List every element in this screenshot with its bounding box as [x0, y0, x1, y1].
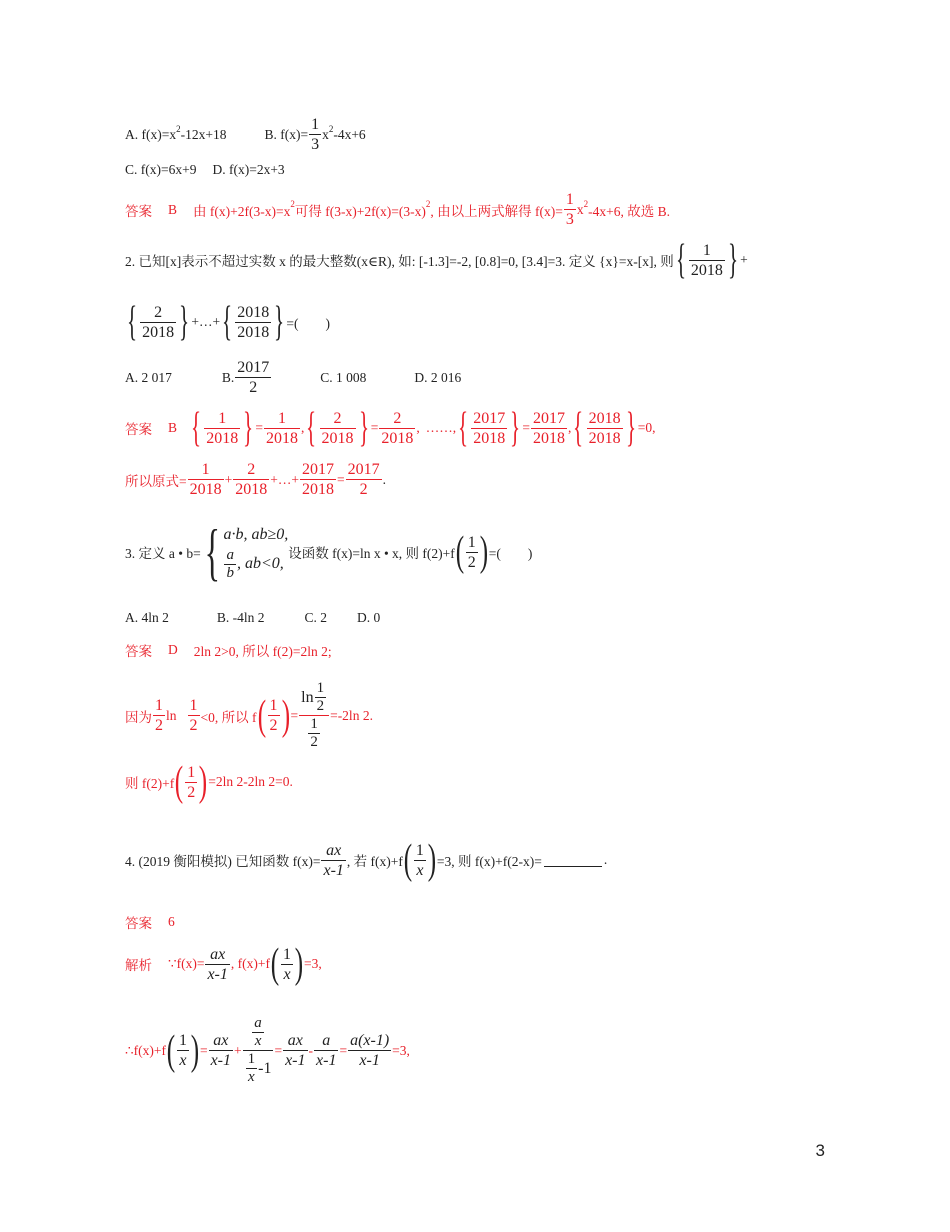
fraction — [188, 460, 224, 499]
num: a — [226, 546, 234, 563]
num: 1 — [310, 716, 318, 732]
brace: { — [306, 405, 317, 451]
q2-option-d: D. 2 016 — [414, 369, 462, 385]
text: = — [290, 707, 299, 723]
den: 2 — [467, 553, 476, 571]
q1-options-cd — [125, 162, 285, 178]
text: =( ) — [488, 546, 533, 561]
num: ax — [213, 1032, 229, 1049]
paren: ( — [257, 692, 266, 739]
explanation-label: 解析 — [125, 958, 152, 973]
fraction — [185, 763, 197, 802]
fraction — [235, 358, 271, 397]
text: +…+ — [191, 314, 221, 329]
text: ln — [301, 689, 314, 706]
fraction — [466, 533, 478, 572]
den: 3 — [311, 136, 320, 153]
fraction — [205, 945, 229, 984]
sup: 2 — [425, 198, 431, 209]
brace: { — [573, 405, 584, 451]
num: 2018 — [237, 303, 270, 321]
paren: ) — [199, 759, 208, 805]
text: , ab<0, — [236, 555, 284, 572]
answer-letter: B — [168, 201, 178, 217]
fraction — [140, 303, 176, 342]
den: 2 — [310, 734, 318, 750]
num: 1 — [565, 191, 574, 208]
answer-label: 答案 — [125, 203, 152, 219]
num: ax — [326, 841, 342, 859]
brace: { — [191, 405, 202, 451]
num: 2017 — [473, 409, 506, 427]
fraction — [471, 409, 507, 448]
num: 2 — [154, 303, 163, 321]
den: x-1 — [207, 965, 228, 983]
num: 2 — [393, 409, 402, 427]
text: =2ln 2-2ln 2=0. — [208, 774, 293, 789]
paren: ) — [190, 1027, 200, 1074]
paren: ( — [270, 941, 280, 987]
fraction — [299, 680, 329, 751]
den: 2 — [269, 717, 278, 734]
den: 2 — [187, 783, 196, 801]
paren: ) — [479, 529, 488, 575]
den: 2018 — [690, 261, 723, 279]
brace: { — [204, 516, 220, 587]
text: 3. 定义 a • b= — [125, 546, 201, 561]
answer-blank — [544, 854, 602, 867]
fraction — [531, 409, 567, 448]
text: . — [603, 852, 608, 867]
q4-answer — [125, 912, 175, 932]
q2-stem — [125, 237, 748, 283]
q3-option-a: A. 4ln 2 — [125, 610, 169, 625]
den: b — [226, 564, 234, 581]
text: <0, 所以 f — [200, 709, 257, 725]
fraction — [246, 1051, 258, 1086]
num: 1 — [247, 1051, 256, 1067]
den: 2 — [316, 698, 325, 714]
num: 2018 — [588, 409, 621, 427]
text: , 由以上两式解得 f(x)= — [430, 203, 563, 219]
den: 2018 — [321, 429, 354, 447]
den: x — [254, 1033, 262, 1049]
brace: } — [727, 237, 739, 283]
brace: } — [274, 299, 285, 345]
q3-answer — [125, 640, 332, 660]
paren: ( — [166, 1027, 176, 1074]
den: 2018 — [142, 323, 175, 341]
fraction — [235, 303, 271, 342]
sup: 2 — [328, 123, 334, 134]
q1-option-a: A. f(x)=x — [125, 126, 177, 142]
den: 2 — [155, 717, 163, 734]
fraction — [309, 115, 321, 154]
fraction — [564, 190, 576, 229]
fraction — [348, 1031, 391, 1070]
answer-label: 答案 — [125, 422, 152, 437]
num: 1 — [187, 763, 196, 781]
text: =( ) — [286, 316, 331, 331]
page-number: 3 — [815, 1141, 825, 1160]
answer-letter: B — [168, 420, 178, 435]
fraction — [209, 1031, 233, 1070]
answer-letter: D — [168, 642, 178, 657]
text: -1 — [258, 1060, 272, 1077]
text: . — [382, 471, 386, 487]
q1-option-d: D. f(x)=2x+3 — [212, 162, 285, 177]
text: =3, — [392, 1042, 410, 1058]
text: 则 f(2)+f — [125, 776, 175, 791]
q3-options — [125, 610, 380, 626]
text: =3, — [304, 956, 322, 971]
fraction — [233, 460, 269, 499]
text: -4x+6, 故选 B. — [588, 203, 671, 219]
den: x — [416, 861, 424, 879]
answer-label: 答案 — [125, 644, 152, 659]
text: =-2ln 2. — [330, 707, 373, 723]
q3-stem — [125, 516, 533, 587]
fraction — [204, 409, 240, 448]
fraction — [414, 841, 426, 880]
q2-option-a: A. 2 017 — [125, 369, 172, 385]
den: x — [179, 1052, 187, 1069]
paren: ) — [294, 941, 304, 987]
num: 1 — [283, 945, 291, 963]
num: 1 — [218, 409, 227, 427]
num: 2 — [247, 461, 256, 478]
num — [249, 1015, 267, 1050]
paren: ) — [427, 837, 437, 883]
q2-option-c: C. 1 008 — [320, 369, 367, 385]
fraction — [264, 409, 300, 448]
fraction — [188, 696, 200, 735]
fraction — [177, 1031, 189, 1070]
num: 2017 — [301, 461, 334, 478]
num: 1 — [311, 116, 320, 133]
den: 2018 — [265, 429, 298, 447]
num: 1 — [201, 461, 210, 478]
den: 2018 — [588, 429, 621, 447]
fraction — [252, 1015, 264, 1050]
den: 2018 — [381, 429, 414, 447]
text: 因为 — [125, 709, 152, 725]
brace: } — [179, 299, 190, 345]
den: 3 — [565, 211, 574, 228]
brace: } — [510, 405, 521, 451]
text: -12x+18 — [180, 126, 227, 142]
q1-options-ab — [125, 115, 366, 154]
num: 2 — [333, 409, 342, 427]
fraction — [153, 696, 165, 735]
num: ax — [210, 945, 226, 963]
q2-stem-cont — [125, 299, 331, 345]
fraction — [283, 1031, 307, 1070]
den: x — [248, 1069, 255, 1085]
text: 2. 已知[x]表示不超过实数 x 的最大整数(x∈R), 如: [-1.3]=-2, [0.8]=0, [3.4]=3. 定义 {x}=x-[x], 则 — [125, 254, 674, 269]
fraction — [243, 1015, 274, 1086]
brace: { — [222, 299, 233, 345]
num — [299, 680, 329, 715]
q4-derivation — [125, 1015, 410, 1086]
brace: } — [358, 405, 369, 451]
den: 2 — [359, 481, 368, 498]
q2-answer: 答案 B { $\frac{1}{2018}$ } = $\frac{1}{2018}$ , { $\frac{2}{2018}$ } = $\frac{2}{2018}$ , ……, { $\frac{2017}{2018}$ } = $\frac{2017}{2018}$ , { $\frac{2018}{2018}$ } =0, — [125, 405, 656, 451]
text: x — [322, 126, 329, 142]
num: 2017 — [533, 409, 566, 427]
num: 2017 — [237, 359, 270, 376]
sup: 2 — [176, 123, 181, 134]
fraction — [315, 680, 327, 715]
brace: { — [675, 237, 686, 283]
den: x-1 — [316, 1052, 337, 1069]
num: 1 — [178, 1032, 187, 1049]
q3-step2 — [125, 680, 373, 751]
den: x-1 — [285, 1052, 306, 1069]
fraction — [587, 409, 623, 448]
fraction — [268, 696, 280, 735]
brace: { — [127, 299, 138, 345]
den: 2018 — [301, 481, 334, 498]
q3-step3 — [125, 759, 293, 805]
text: 4. (2019 衡阳模拟) 已知函数 f(x)= — [125, 854, 321, 869]
text: +…+ — [270, 471, 299, 487]
q1-option-c: C. f(x)=6x+9 — [125, 162, 197, 177]
den: 2018 — [533, 429, 566, 447]
text: 2ln 2>0, 所以 f(2)=2ln 2; — [193, 644, 332, 659]
text: =3, 则 f(x)+f(2-x)= — [436, 854, 542, 869]
paren: ) — [281, 692, 290, 739]
text: =0, — [637, 420, 656, 435]
fraction — [314, 1031, 338, 1070]
fraction — [346, 460, 382, 499]
q2-options — [125, 358, 461, 397]
brace: } — [243, 405, 254, 451]
num: 1 — [155, 697, 163, 714]
den: 2018 — [237, 323, 270, 341]
text: + — [740, 252, 748, 267]
q2-option-b: B. — [221, 369, 235, 385]
brace: { — [458, 405, 469, 451]
q1-option-b: B. f(x)= — [264, 126, 309, 142]
den: x-1 — [210, 1052, 231, 1069]
num: a — [254, 1015, 262, 1031]
text: , f(x)+f — [230, 956, 270, 971]
num: ax — [287, 1032, 303, 1049]
den: 2 — [249, 379, 258, 396]
den — [243, 1051, 274, 1086]
num: 1 — [702, 241, 711, 259]
text: , 若 f(x)+f — [346, 854, 403, 869]
text: = — [339, 1042, 348, 1058]
paren: ( — [175, 759, 184, 805]
paren: ( — [455, 529, 464, 575]
den: 2018 — [206, 429, 239, 447]
fraction — [281, 945, 293, 984]
brace: } — [625, 405, 636, 451]
text: 由 f(x)+2f(3-x)=x — [193, 203, 291, 219]
q3-option-c: C. 2 — [304, 610, 328, 625]
text: ln — [166, 707, 177, 723]
q4-explanation — [125, 941, 322, 987]
q2-sum: 所以原式= $\frac{1}{2018}$ + $\frac{2}{2018}$ +…+ $\frac{2017}{2018}$ = $\frac{2017}{2}$ . — [125, 461, 386, 498]
text: 设函数 f(x)=ln x • x, 则 f(2)+f — [288, 546, 455, 561]
fraction — [300, 460, 336, 499]
text: ∵f(x)= — [168, 956, 205, 971]
den: 2018 — [235, 481, 268, 498]
text: 可得 f(3-x)+2f(x)=(3-x) — [294, 203, 426, 219]
piecewise-definition — [223, 523, 288, 582]
fraction — [308, 716, 320, 751]
num: 1 — [415, 841, 424, 859]
q1-answer — [125, 190, 670, 229]
answer-label: 答案 — [125, 916, 152, 931]
fraction — [320, 409, 356, 448]
text: + — [234, 1042, 242, 1058]
num: 2017 — [347, 461, 380, 478]
text: = — [274, 1042, 283, 1058]
num: 1 — [316, 680, 325, 696]
den: 2 — [189, 717, 198, 734]
fraction — [689, 241, 725, 280]
den: x-1 — [359, 1052, 380, 1069]
num: a — [322, 1032, 331, 1049]
paren: ( — [403, 837, 413, 883]
den: x-1 — [323, 861, 344, 879]
case: a·b, ab≥0, — [223, 525, 289, 543]
text: - — [308, 1042, 314, 1058]
text: ∴f(x)+f — [125, 1042, 166, 1058]
text: = — [199, 1042, 208, 1058]
text: x — [576, 201, 584, 217]
den: 2018 — [473, 429, 506, 447]
fraction — [321, 841, 345, 880]
den: 2018 — [189, 481, 222, 498]
num: 1 — [189, 697, 198, 714]
sup: 2 — [290, 198, 295, 209]
sup: 2 — [583, 198, 589, 209]
den: x — [283, 965, 291, 983]
num: a(x-1) — [350, 1032, 390, 1049]
den — [305, 716, 323, 751]
q3-option-d: D. 0 — [357, 610, 381, 625]
fraction — [224, 547, 236, 582]
num: 1 — [269, 697, 278, 714]
answer-value: 6 — [168, 914, 175, 929]
num: 1 — [467, 533, 476, 551]
text: 所以原式= — [125, 473, 187, 489]
text: -4x+6 — [333, 126, 366, 142]
q4-stem — [125, 837, 608, 883]
num: 1 — [277, 409, 286, 427]
text: ……, — [425, 420, 457, 435]
q3-option-b: B. -4ln 2 — [216, 610, 265, 625]
fraction — [379, 409, 415, 448]
